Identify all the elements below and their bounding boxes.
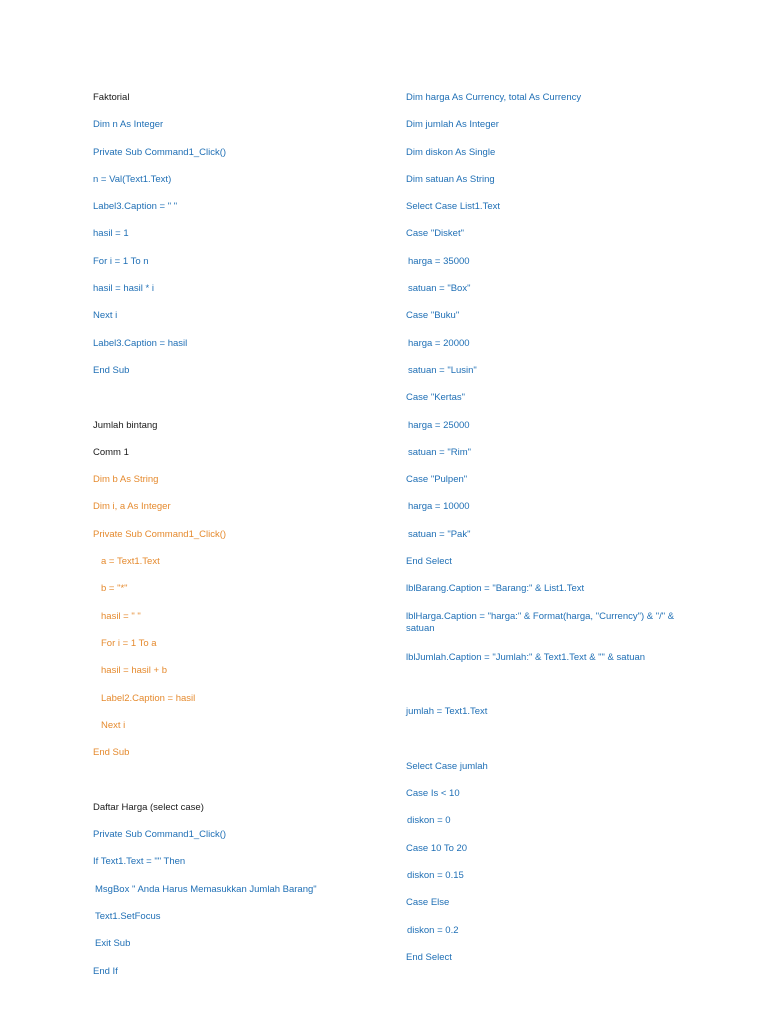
spacer: [406, 679, 696, 706]
code-line: Private Sub Command1_Click(): [93, 528, 227, 540]
code-line: Case "Kertas": [406, 392, 466, 404]
daftar-heading: Daftar Harga (select case): [93, 801, 204, 813]
code-line: Exit Sub: [95, 938, 131, 950]
code-line: hasil = hasil * i: [93, 283, 154, 295]
code-line: End Sub: [93, 364, 130, 376]
code-line: hasil = " ": [101, 610, 141, 622]
code-line: Dim i, a As Integer: [93, 501, 171, 513]
bintang-heading: Jumlah bintang: [93, 419, 158, 431]
code-line: Dim satuan As String: [406, 173, 495, 185]
code-line: End Select: [406, 556, 452, 568]
faktorial-heading: Faktorial: [93, 92, 130, 103]
code-line: satuan = "Pak": [408, 528, 471, 540]
left-column: [93, 92, 383, 993]
code-line: satuan = "Box": [408, 283, 471, 295]
code-line: jumlah = Text1.Text: [406, 706, 488, 718]
code-line: Case 10 To 20: [406, 842, 468, 854]
code-line: n = Val(Text1.Text): [93, 173, 172, 185]
code-line: For i = 1 To a: [101, 637, 157, 649]
code-line: Dim diskon As Single: [406, 146, 496, 158]
code-line: Dim b As String: [93, 474, 159, 486]
code-line: Select Case jumlah: [406, 760, 488, 772]
code-line: End If: [93, 965, 118, 977]
code-line: lblBarang.Caption = "Barang:" & List1.Text: [406, 583, 585, 595]
code-line: lblJumlah.Caption = "Jumlah:" & Text1.Text & "" & satuan: [406, 651, 646, 663]
code-line: diskon = 0.15: [407, 870, 464, 882]
spacer: [406, 734, 696, 761]
code-line: Label2.Caption = hasil: [101, 692, 196, 704]
code-line: Text1.SetFocus: [95, 910, 161, 922]
code-line: harga = 20000: [408, 337, 470, 349]
code-line: Case "Pulpen": [406, 474, 468, 486]
code-line: satuan = "Rim": [408, 446, 471, 458]
code-line: b = "*": [101, 583, 128, 595]
code-line: Label3.Caption = hasil: [93, 337, 188, 349]
code-line: satuan = "Lusin": [408, 364, 477, 376]
code-line: Case Is < 10: [406, 788, 460, 800]
code-line: hasil = hasil + b: [101, 665, 168, 677]
code-line: hasil = 1: [93, 228, 129, 240]
code-line: lblHarga.Caption = "harga:" & Format(harga, "Currency") & "/" & satuan: [406, 610, 675, 634]
code-line: diskon = 0: [407, 815, 451, 827]
code-line: Private Sub Command1_Click(): [93, 146, 227, 158]
code-line: End Sub: [93, 747, 130, 759]
code-line: If Text1.Text = "" Then: [93, 856, 186, 868]
code-line: Next i: [93, 310, 118, 322]
code-line: Next i: [101, 719, 126, 731]
bintang-subheading: Comm 1: [93, 446, 129, 458]
code-line: For i = 1 To n: [93, 255, 149, 267]
code-line: Dim harga As Currency, total As Currency: [406, 92, 582, 103]
code-line: Label3.Caption = " ": [93, 201, 178, 213]
code-line: harga = 25000: [408, 419, 470, 431]
code-line: Case Else: [406, 897, 450, 909]
code-line: Case "Buku": [406, 310, 460, 322]
code-line: harga = 35000: [408, 255, 470, 267]
right-column: [406, 92, 696, 979]
code-line: MsgBox " Anda Harus Memasukkan Jumlah Barang": [95, 883, 317, 895]
code-line: Select Case List1.Text: [406, 201, 500, 213]
code-line: Private Sub Command1_Click(): [93, 829, 227, 841]
code-line: harga = 10000: [408, 501, 470, 513]
spacer: [93, 392, 383, 419]
code-line: Case "Disket": [406, 228, 464, 240]
code-line: a = Text1.Text: [101, 556, 160, 568]
spacer: [93, 774, 383, 801]
code-line: End Select: [406, 951, 452, 963]
code-line: Dim n As Integer: [93, 119, 164, 131]
code-line: Dim jumlah As Integer: [406, 119, 499, 131]
code-line: diskon = 0.2: [407, 924, 459, 936]
